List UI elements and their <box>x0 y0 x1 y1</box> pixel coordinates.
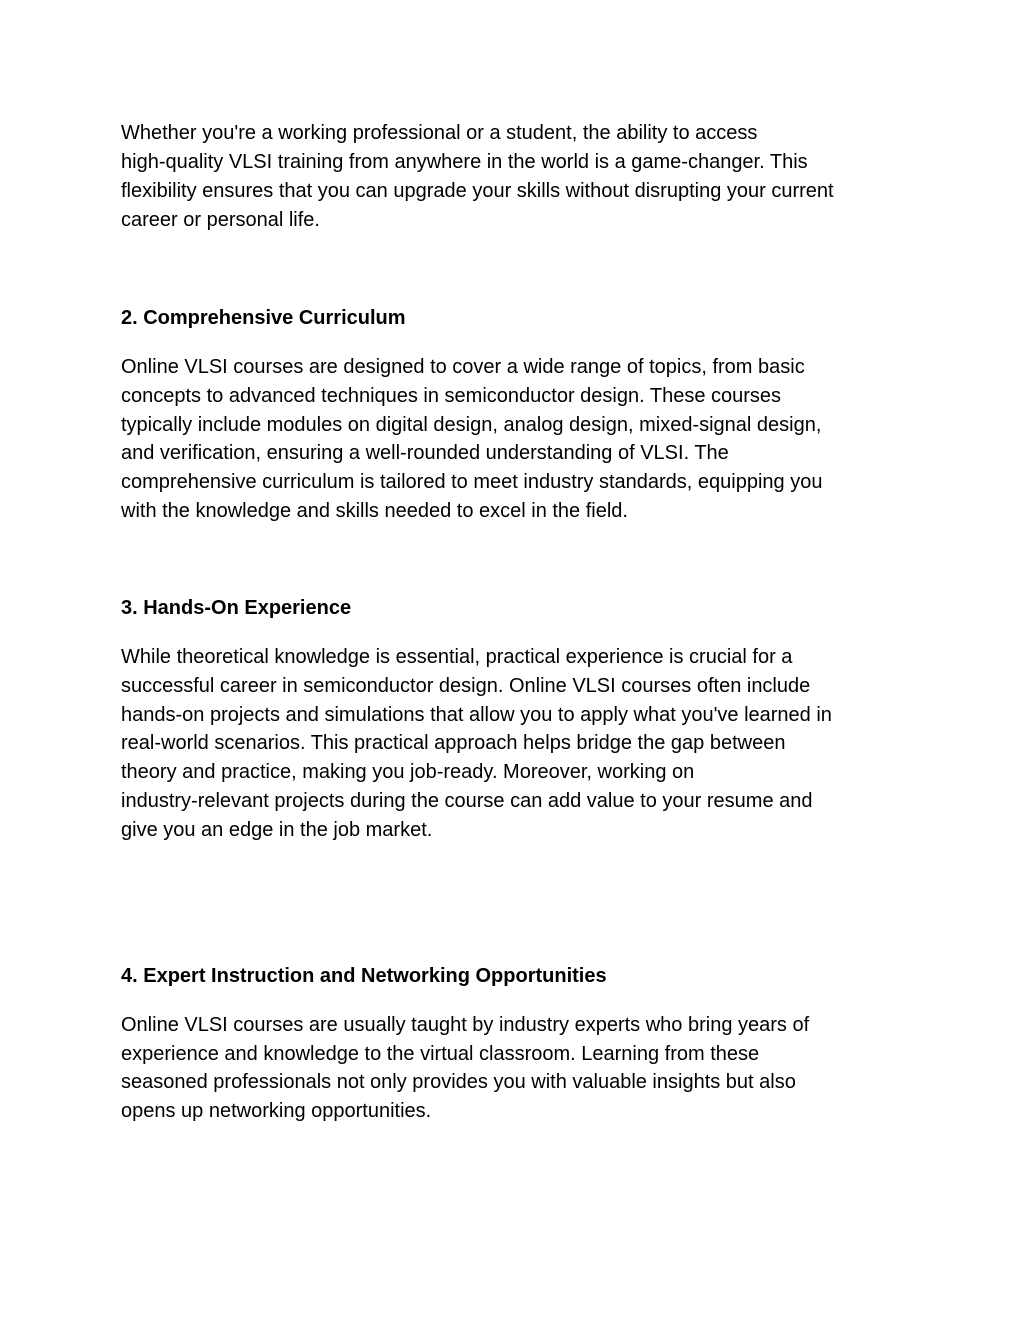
paragraph-line: flexibility ensures that you can upgrade your skills without disrupting your current <box>121 180 834 202</box>
paragraph-line: Online VLSI courses are designed to cover a wide range of topics, from basic <box>121 356 805 378</box>
paragraph-line: career or personal life. <box>121 209 320 231</box>
paragraph-line: typically include modules on digital design, analog design, mixed-signal design, <box>121 414 822 436</box>
paragraph-line: industry-relevant projects during the course can add value to your resume and <box>121 790 813 812</box>
paragraph-line: seasoned professionals not only provides you with valuable insights but also <box>121 1071 796 1093</box>
section-heading: 3. Hands-On Experience <box>121 597 352 619</box>
paragraph-line: successful career in semiconductor design. Online VLSI courses often include <box>121 675 811 697</box>
section-heading: 4. Expert Instruction and Networking Opportunities <box>121 965 607 987</box>
paragraph-line: opens up networking opportunities. <box>121 1100 432 1122</box>
paragraph-line: high-quality VLSI training from anywhere in the world is a game-changer. This <box>121 151 808 173</box>
section-heading: 2. Comprehensive Curriculum <box>121 307 406 329</box>
paragraph-line: Online VLSI courses are usually taught by industry experts who bring years of <box>121 1014 810 1036</box>
paragraph-line: theory and practice, making you job-ready. Moreover, working on <box>121 761 695 783</box>
paragraph-line: comprehensive curriculum is tailored to meet industry standards, equipping you <box>121 471 823 493</box>
paragraph-line: and verification, ensuring a well-rounded understanding of VLSI. The <box>121 442 729 464</box>
paragraph-line: Whether you're a working professional or a student, the ability to access <box>121 122 758 144</box>
paragraph-line: give you an edge in the job market. <box>121 819 433 841</box>
paragraph-line: experience and knowledge to the virtual classroom. Learning from these <box>121 1043 760 1065</box>
paragraph-line: real-world scenarios. This practical approach helps bridge the gap between <box>121 732 786 754</box>
paragraph-line: While theoretical knowledge is essential, practical experience is crucial for a <box>121 646 793 668</box>
paragraph-line: hands-on projects and simulations that allow you to apply what you've learned in <box>121 704 832 726</box>
paragraph-line: concepts to advanced techniques in semiconductor design. These courses <box>121 385 782 407</box>
paragraph-line: with the knowledge and skills needed to excel in the field. <box>121 500 628 522</box>
